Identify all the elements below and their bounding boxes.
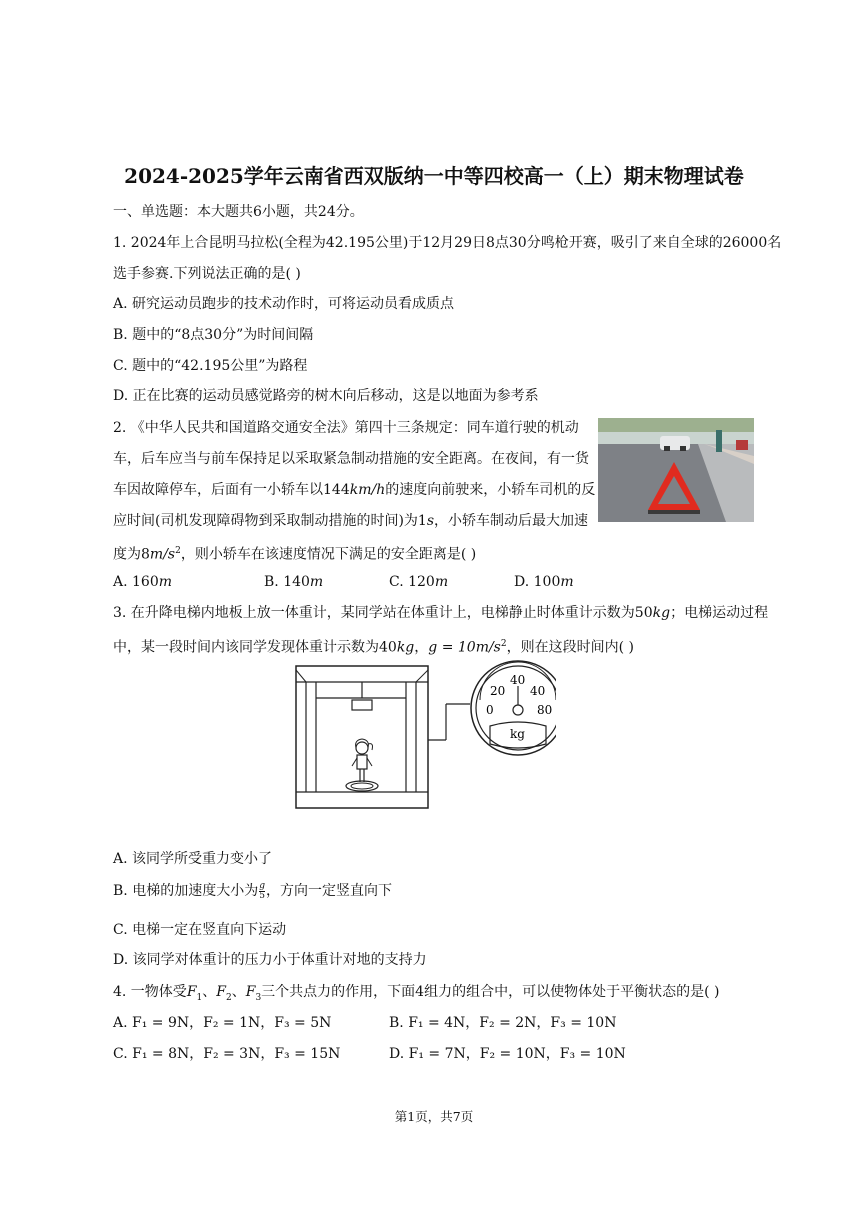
gauge-tick-80: 80 [537,703,553,717]
elevator-scale-diagram [294,658,556,814]
q1-option-d: D. 正在比赛的运动员感觉路旁的树木向后移动，这是以地面为参考系 [113,388,539,404]
q3-option-c: C. 电梯一定在竖直向下运动 [113,922,287,938]
q1-stem-line1: 1. 2024年上合昆明马拉松(全程为42.195公里)于12月29日8点30分鸣枪开赛，吸引了来自全球的26000名 [113,235,782,251]
page-footer: 第1页，共7页 [394,1109,474,1124]
q2-option-b: B. 140m [264,574,324,590]
q1-option-c: C. 题中的“42.195公里”为路程 [113,358,308,374]
q2-option-a: A. 160m [113,574,173,590]
q4-option-d: D. F₁ = 7N，F₂ = 10N，F₃ = 10N [389,1046,626,1062]
q1-option-a: A. 研究运动员跑步的技术动作时，可将运动员看成质点 [113,296,455,312]
q2-stem-line5: 度为$8m/s^2$，则小轿车在该速度情况下满足的安全距离是( ) [113,546,477,563]
gauge-unit: kg [510,727,525,741]
q4-option-a: A. F₁ = 9N，F₂ = 1N，F₃ = 5N [113,1015,332,1031]
q2-stem-line2: 车，后车应当与前车保持足以采取紧急制动措施的安全距离。在夜间，有一货 [113,451,589,467]
q3-option-b: B. 电梯的加速度大小为 $\frac{g}{5}$ ，方向一定竖直向下 [113,880,392,901]
warning-triangle-photo [598,418,754,522]
q4-stem: 4. 一物体受$F_1$、$F_2$、$F_3$三个共点力的作用，下面4组力的组合中，可以使物体处于平衡状态的是( ) [113,984,720,1003]
page-title: 2024-2025学年云南省西双版纳一中等四校高一（上）期末物理试卷 [124,164,744,188]
section-heading: 一、单选题：本大题共6小题，共24分。 [113,204,364,220]
q2-stem-line4: 应时间(司机发现障碍物到采取制动措施的时间)为1s，小轿车制动后最大加速 [113,513,589,529]
gauge-tick-20: 20 [490,684,506,698]
q2-option-c: C. 120m [389,574,449,590]
q3-stem-line2: 中，某一段时间内该同学发现体重计示数为40kg，$g = 10m/s^2$，则在这段时间内( ) [113,639,634,656]
q3-option-a: A. 该同学所受重力变小了 [113,851,273,867]
q3-option-d: D. 该同学对体重计的压力小于体重计对地的支持力 [113,952,427,968]
q3-stem-line1: 3. 在升降电梯内地板上放一体重计，某同学站在体重计上，电梯静止时体重计示数为50kg；电梯运动过程 [113,605,769,621]
gauge-tick-40: 40 [510,673,526,687]
q4-option-c: C. F₁ = 8N，F₂ = 3N，F₃ = 15N [113,1046,341,1062]
gauge-tick-60: 40 [530,684,546,698]
q2-option-d: D. 100m [514,574,574,590]
q1-stem-line2: 选手参赛.下列说法正确的是( ) [113,266,301,282]
q1-option-b: B. 题中的“8点30分”为时间间隔 [113,327,314,343]
q2-stem-line1: 2. 《中华人民共和国道路交通安全法》第四十三条规定：同车道行驶的机动 [113,420,579,436]
q2-stem-line3: 车因故障停车，后面有一小轿车以144km/h的速度向前驶来，小轿车司机的反 [113,482,596,498]
gauge-tick-0: 0 [486,703,494,717]
q4-option-b: B. F₁ = 4N，F₂ = 2N，F₃ = 10N [389,1015,617,1031]
